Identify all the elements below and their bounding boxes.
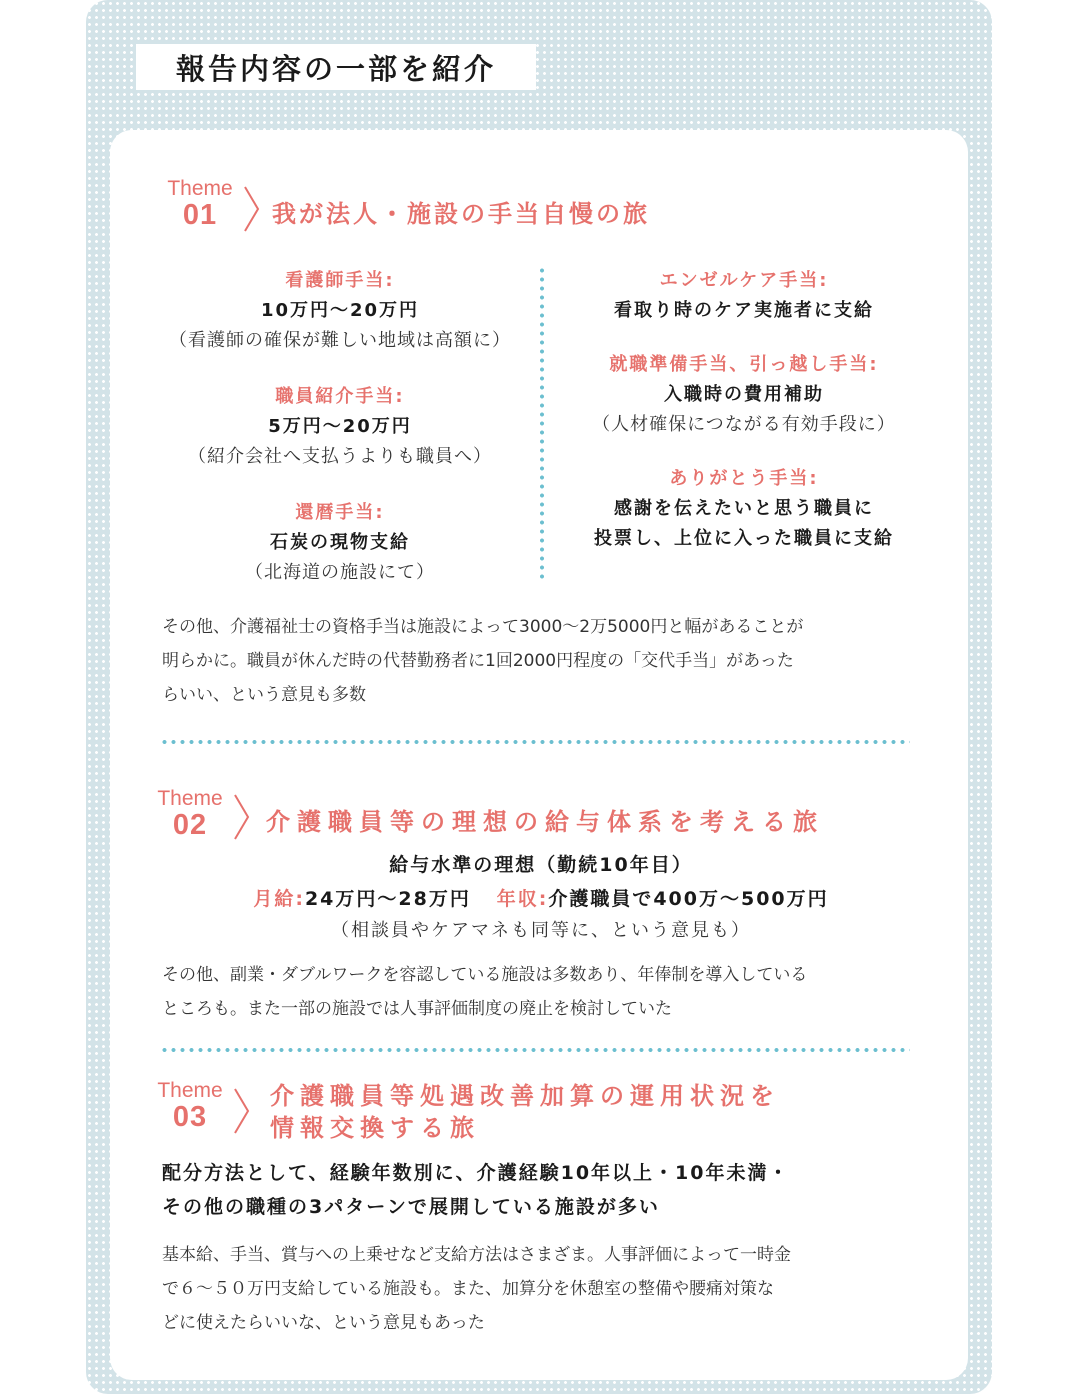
allowance-value: 石炭の現物支給 (270, 532, 410, 553)
paragraph-line: 明らかに。職員が休んだ時の代替勤務者に1回2000円程度の「交代手当」があった (162, 651, 794, 671)
chevron-right-icon (242, 184, 262, 234)
monthly-value: 24万円〜28万円 (304, 888, 471, 910)
summary-line: その他の職種の3パターンで展開している施設が多い (162, 1196, 660, 1218)
paragraph-line: どに使えたらいいな、という意見もあった (162, 1313, 485, 1333)
allowance-name: ありがとう手当: (669, 468, 819, 489)
theme-01-left-column (160, 266, 520, 588)
section-divider (160, 740, 910, 744)
title-line: 介護職員等処遇改善加算の運用状況を (270, 1082, 780, 1110)
allowance-name: 職員紹介手当: (275, 386, 405, 407)
theme-01-title: 我が法人・施設の手当自慢の旅 (272, 200, 650, 228)
theme-01-paragraph (162, 610, 922, 712)
theme-01-right-column (564, 266, 924, 554)
title-line: 情報交換する旅 (270, 1114, 480, 1142)
theme-02-tag (150, 788, 230, 840)
theme-label: Theme (157, 787, 223, 810)
theme-number: 02 (172, 809, 208, 841)
page-title: 報告内容の一部を紹介 (136, 44, 536, 90)
salary-line (0, 884, 1082, 911)
paragraph-line: その他、介護福祉士の資格手当は施設によって3000〜2万5000円と幅があることが (162, 617, 804, 637)
theme-03-tag (150, 1080, 230, 1132)
paragraph-line: ところも。また一部の施設では人事評価制度の廃止を検討していた (162, 999, 672, 1019)
theme-number: 01 (182, 199, 218, 231)
salary-heading: 給与水準の理想（勤続10年目） (389, 854, 693, 876)
allowance-value: 10万円〜20万円 (260, 300, 420, 321)
theme-03-paragraph (162, 1238, 922, 1340)
allowance-note: （看護師の確保が難しい地域は高額に） (169, 330, 511, 351)
theme-label: Theme (167, 177, 233, 200)
theme-02-paragraph (162, 958, 922, 1026)
allowance-note: （紹介会社へ支払うよりも職員へ） (188, 446, 492, 467)
column-divider (540, 266, 544, 580)
allowance-note: （人材確保につながる有効手段に） (592, 414, 896, 435)
allowance-value: 感謝を伝えたいと思う職員に (614, 498, 874, 519)
paragraph-line: 基本給、手当、賞与への上乗せなど支給方法はさまざま。人事評価によって一時金 (162, 1245, 791, 1265)
allowance-value: 5万円〜20万円 (268, 416, 412, 437)
salary-note: （相談員やケアマネも同等に、という意見も） (331, 920, 751, 941)
theme-02-title: 介護職員等の理想の給与体系を考える旅 (266, 808, 824, 836)
allowance-name: 還暦手当: (295, 502, 385, 523)
allowance-note: （北海道の施設にて） (245, 562, 435, 583)
allowance-name: 看護師手当: (285, 270, 395, 291)
chevron-right-icon (232, 1086, 252, 1136)
allowance-value: 看取り時のケア実施者に支給 (614, 300, 874, 321)
allowance-value-line-2: 投票し、上位に入った職員に支給 (594, 528, 894, 549)
theme-number: 03 (172, 1101, 208, 1133)
allowance-name: 就職準備手当、引っ越し手当: (609, 354, 879, 375)
allowance-name: エンゼルケア手当: (659, 270, 829, 291)
theme-label: Theme (157, 1079, 223, 1102)
theme-03-title (270, 1080, 780, 1144)
theme-01-tag (160, 178, 240, 230)
allowance-value: 入職時の費用補助 (664, 384, 824, 405)
summary-line: 配分方法として、経験年数別に、介護経験10年以上・10年未満・ (162, 1162, 790, 1184)
annual-label: 年収: (496, 888, 549, 910)
paragraph-line: その他、副業・ダブルワークを容認している施設は多数あり、年俸制を導入している (162, 965, 808, 985)
section-divider (160, 1048, 910, 1052)
chevron-right-icon (232, 792, 252, 842)
monthly-label: 月給: (253, 888, 305, 910)
paragraph-line: らいい、という意見も多数 (162, 685, 366, 705)
paragraph-line: で６〜５０万円支給している施設も。また、加算分を休憩室の整備や腰痛対策な (162, 1279, 774, 1299)
theme-03-summary (162, 1156, 790, 1224)
annual-value: 介護職員で400万〜500万円 (548, 888, 829, 910)
